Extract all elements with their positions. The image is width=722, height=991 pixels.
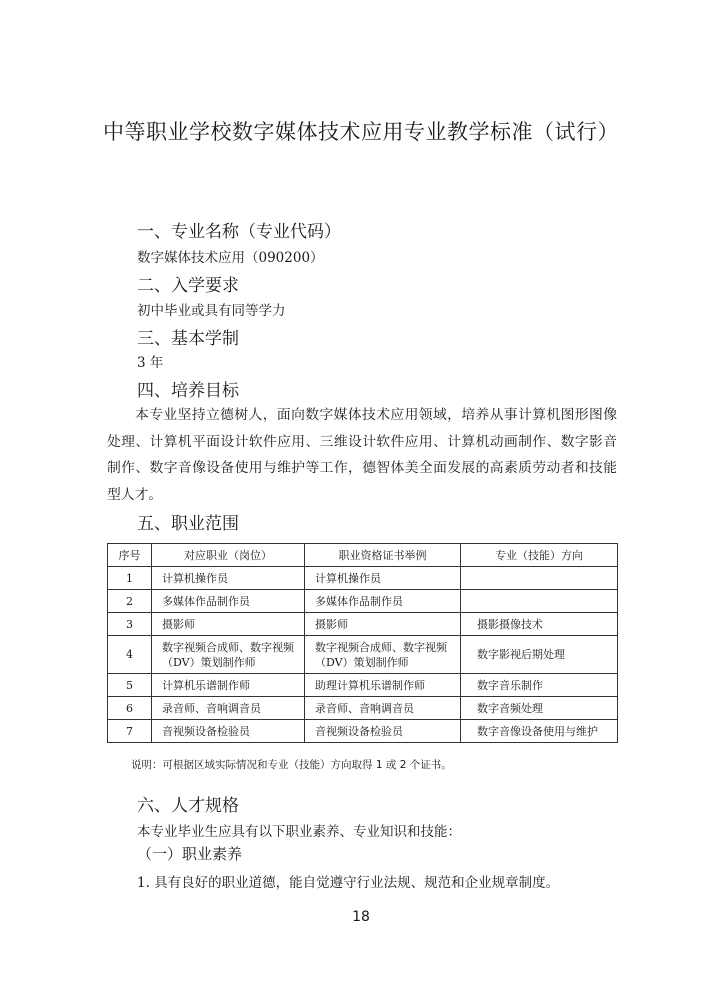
objective-paragraph: 本专业坚持立德树人，面向数字媒体技术应用领域，培养从事计算机图形图像处理、计算机平面设计软件应用、三维设计软件应用、计算机动画制作、数字影音制作、数字音像设备使用与维护等工作，德智体美全面发展的高素质劳动者和技能型人才。 [107,407,617,503]
career-table [107,543,618,743]
row-cert: 音视频设备检验员 [305,720,461,743]
spec-item-1: 1. 具有良好的职业道德，能自觉遵守行业法规、规范和企业规章制度。 [137,875,560,891]
row-direction: 数字音像设备使用与维护 [461,720,618,743]
row-job: 多媒体作品制作员 [152,590,305,613]
row-cert: 多媒体作品制作员 [305,590,461,613]
table-header-row [108,544,618,567]
section-heading-name: 一、专业名称（专业代码） [137,222,341,242]
row-no: 2 [108,590,152,613]
row-cert: 摄影师 [305,613,461,636]
major-name-text: 数字媒体技术应用（090200） [137,250,324,266]
table-row [108,697,618,720]
section-heading-admission: 二、入学要求 [137,276,239,296]
table-row [108,590,618,613]
section-heading-spec: 六、人才规格 [137,796,239,816]
table-row [108,567,618,590]
row-no: 5 [108,674,152,697]
row-direction: 数字音频处理 [461,697,618,720]
row-no: 3 [108,613,152,636]
row-cert: 计算机操作员 [305,567,461,590]
table-row [108,674,618,697]
row-no: 7 [108,720,152,743]
table-row [108,636,618,674]
row-job: 数字视频合成师、数字视频（DV）策划制作师 [152,636,305,674]
page-title: 中等职业学校数字媒体技术应用专业教学标准（试行） [103,120,619,144]
row-direction [461,567,618,590]
header-direction: 专业（技能）方向 [461,544,618,567]
row-job: 计算机操作员 [152,567,305,590]
subsection-heading: （一）职业素养 [137,845,243,863]
row-cert: 录音师、音响调音员 [305,697,461,720]
row-cert: 数字视频合成师、数字视频（DV）策划制作师 [305,636,461,674]
admission-text: 初中毕业或具有同等学力 [137,303,286,319]
row-job: 计算机乐谱制作师 [152,674,305,697]
row-direction [461,590,618,613]
spec-intro-text: 本专业毕业生应具有以下职业素养、专业知识和技能： [137,824,461,840]
table-note: 说明：可根据区域实际情况和专业（技能）方向取得 1 或 2 个证书。 [131,759,452,771]
table-row [108,720,618,743]
header-job: 对应职业（岗位） [152,544,305,567]
header-cert: 职业资格证书举例 [305,544,461,567]
row-no: 1 [108,567,152,590]
header-no: 序号 [108,544,152,567]
section-heading-objective: 四、培养目标 [137,381,239,401]
section-heading-career: 五、职业范围 [137,514,239,534]
row-job: 摄影师 [152,613,305,636]
row-direction: 数字影视后期处理 [461,636,618,674]
row-direction: 摄影摄像技术 [461,613,618,636]
row-no: 4 [108,636,152,674]
duration-text: 3 年 [137,355,164,371]
page-number: 18 [352,909,370,925]
table-row [108,613,618,636]
row-job: 录音师、音响调音员 [152,697,305,720]
row-no: 6 [108,697,152,720]
section-heading-duration: 三、基本学制 [137,329,239,349]
row-direction: 数字音乐制作 [461,674,618,697]
row-job: 音视频设备检验员 [152,720,305,743]
row-cert: 助理计算机乐谱制作师 [305,674,461,697]
